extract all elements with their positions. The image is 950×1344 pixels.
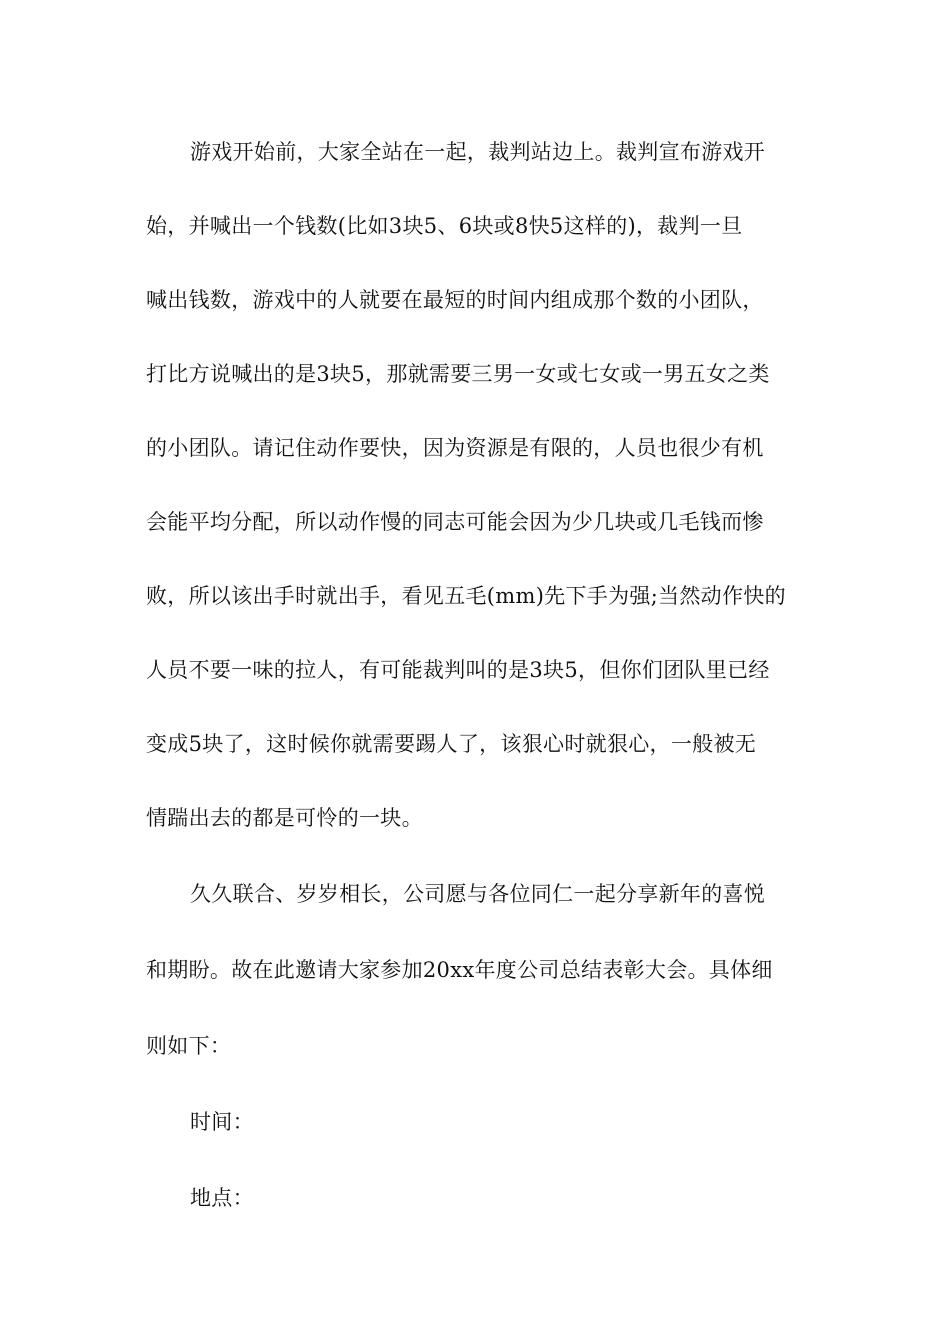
paragraph-1-line-3: 喊出钱数，游戏中的人就要在最短的时间内组成那个数的小团队， (146, 288, 764, 312)
paragraph-2-line-3: 则如下： (146, 1034, 232, 1058)
paragraph-1-line-7: 败，所以该出手时就出手，看见五毛(mm)先下手为强;当然动作快的 (146, 584, 786, 608)
place-label: 地点： (190, 1186, 254, 1210)
paragraph-1-line-8: 人员不要一味的拉人，有可能裁判叫的是3块5，但你们团队里已经 (146, 658, 770, 682)
paragraph-1-line-9: 变成5块了，这时候你就需要踢人了，该狠心时就狠心，一般被无 (146, 732, 757, 756)
paragraph-1-line-10: 情踹出去的都是可怜的一块。 (146, 806, 423, 830)
paragraph-1-line-5: 的小团队。请记住动作要快，因为资源是有限的，人员也很少有机 (146, 436, 764, 460)
time-label: 时间： (190, 1110, 254, 1134)
paragraph-1-line-1: 游戏开始前，大家全站在一起，裁判站边上。裁判宣布游戏开 (190, 140, 766, 164)
paragraph-2-line-2: 和期盼。故在此邀请大家参加20xx年度公司总结表彰大会。具体细 (146, 958, 773, 982)
paragraph-2-line-1: 久久联合、岁岁相长，公司愿与各位同仁一起分享新年的喜悦 (190, 882, 766, 906)
paragraph-1-line-2: 始，并喊出一个钱数(比如3块5、6块或8快5这样的)，裁判一旦 (146, 214, 743, 238)
paragraph-1-line-6: 会能平均分配，所以动作慢的同志可能会因为少几块或几毛钱而惨 (146, 510, 764, 534)
paragraph-1-line-4: 打比方说喊出的是3块5，那就需要三男一女或七女或一男五女之类 (146, 362, 770, 386)
